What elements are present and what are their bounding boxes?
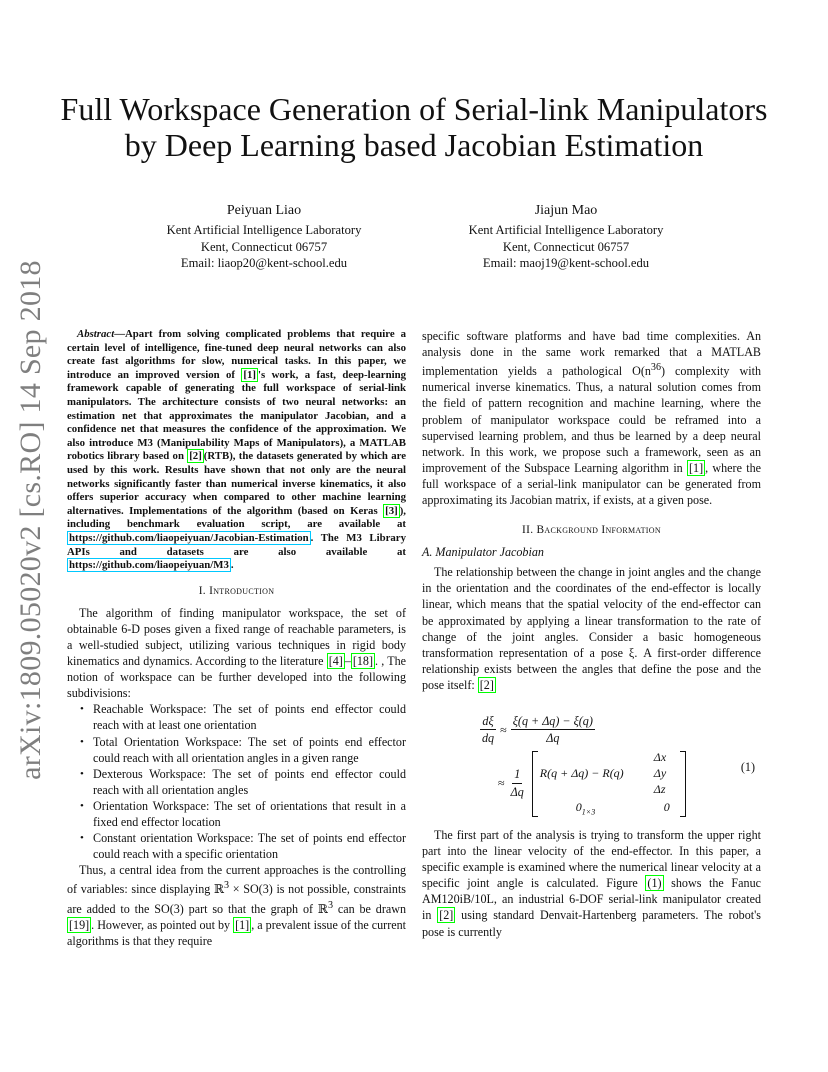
citation-link[interactable]: [2] xyxy=(189,450,202,463)
citation-link[interactable]: [19] xyxy=(69,917,90,932)
equation-number: (1) xyxy=(740,760,755,774)
matrix-cell: R(q + Δq) − R(q) xyxy=(539,766,624,780)
fraction-denominator: Δq xyxy=(510,784,524,799)
paragraph xyxy=(67,862,406,949)
citation-link[interactable]: [1] xyxy=(243,368,256,381)
author-email: Email: liaop20@kent-school.edu xyxy=(180,256,348,270)
author-affiliation: Kent Artificial Intelligence Laboratory xyxy=(166,223,362,237)
fraction-numerator: 1 xyxy=(512,766,522,783)
section-heading: I. Introduction xyxy=(198,584,275,597)
citation-link[interactable]: [1] xyxy=(235,917,250,932)
paragraph xyxy=(422,564,761,693)
subsection-heading: A. Manipulator Jacobian xyxy=(422,545,544,560)
superscript: 3 xyxy=(327,899,333,911)
abstract-text: 's work, a fast, deep-learning framework capable of generating the full workspace of serial-link manipulators. The architecture consists of two neural networks: an estimation net that approximates the manipulator Jacobian, and a confidence net that measures the confidence of the approximation. We also introduce M3 (Manipulability Maps of Manipulators), a MATLAB robotics library based on xyxy=(67,368,406,463)
fraction-denominator: Δq xyxy=(546,731,560,746)
matrix-bracket-left xyxy=(532,751,538,817)
abstract-text: ), including benchmark evaluation script, are available at xyxy=(67,504,406,531)
equation-line-1 xyxy=(480,713,595,746)
list-item: • Total Orientation Workspace: The set of points end effector could reach with all orientation angles in a given range xyxy=(93,734,406,766)
citation-link[interactable]: [1] xyxy=(689,460,704,475)
fraction xyxy=(480,713,496,746)
matrix-cell: Δz xyxy=(653,782,666,796)
citation-link[interactable]: [2] xyxy=(479,677,494,692)
paragraph-text: specific software platforms and have bad time complexities. An analysis done in the same work remarked that a MATLAB implementation yields a pathological O(n xyxy=(422,329,761,379)
fraction-numerator: dξ xyxy=(480,713,495,730)
author-block-1 xyxy=(114,202,414,272)
matrix-bracket-right xyxy=(680,751,686,817)
paragraph-text: , a prevalent issue of the current algorithms is that they require xyxy=(67,917,407,948)
equation-line-2 xyxy=(498,751,686,815)
paragraph xyxy=(422,328,761,508)
matrix-cell: Δy xyxy=(653,766,667,780)
matrix-cell xyxy=(576,799,595,820)
paragraph-text: ) complexity with numerical inverse kinematics. Thus, a natural solution comes from the field of pattern recognition and machine learning, where the problem of manipulator workspace could be reframed into a supervised learning problem, and thus be learned by a deep neural network. In this work, we propose such a framework, seen as an improvement of the Subspace Learning algorithm in xyxy=(422,364,761,475)
workspace-list xyxy=(67,701,406,862)
author-email: Email: maoj19@kent-school.edu xyxy=(482,256,650,270)
abstract-text: . The M3 Library APIs and datasets are also available at xyxy=(67,531,406,558)
equation-1 xyxy=(422,713,761,815)
citation-link[interactable]: [2] xyxy=(439,908,454,923)
paragraph-text: . , The notion of workspace can be further developed into the following subdivisions: xyxy=(67,654,406,701)
author-address: Kent, Connecticut 06757 xyxy=(200,239,328,254)
paragraph-text: can be drawn xyxy=(333,901,406,916)
figure-link[interactable]: (1) xyxy=(647,876,662,891)
arxiv-identifier xyxy=(10,260,52,780)
abstract-text: . xyxy=(230,559,234,572)
fraction xyxy=(511,713,595,746)
fraction xyxy=(509,766,526,799)
list-item: • Orientation Workspace: The set of orientations that result in a fixed end effector location xyxy=(93,798,406,830)
paragraph-text: . However, as pointed out by xyxy=(91,917,234,932)
arxiv-identifier-text: arXiv:1809.05020v2 [cs.RO] 14 Sep 2018 xyxy=(14,260,47,780)
section-heading: II. Background Information xyxy=(522,524,661,537)
paragraph xyxy=(67,605,406,702)
superscript: 3 xyxy=(224,880,230,892)
subscript: 1×3 xyxy=(581,807,596,817)
paragraph-text: The relationship between the change in joint angles and the change in the orientation and the coordinates of the end-effector is locally linear, which means that the spatial velocity of the end-effector can be approximated by applying a linear transformation to the rate of change of the joint angles. Consider a basic homogeneous transformation representation of a pose ξ. A first-order difference relationship exists between the angles that define the pose and the pose itself: xyxy=(422,565,761,692)
author-address: Kent, Connecticut 06757 xyxy=(502,239,630,254)
paragraph-text: – xyxy=(344,654,351,669)
abstract-text: —Apart from solving complicated problems that require a certain level of intelligence, fine-tuned deep neural networks can also create fast algorithms for slow, numerical tasks. In this paper, we introduce an improved version of xyxy=(67,328,406,381)
list-item: • Constant orientation Workspace: The set of points end effector could reach with a specific orientation xyxy=(93,830,406,862)
url-link[interactable]: https://github.com/liaopeiyuan/M3 xyxy=(69,559,229,572)
superscript: 36 xyxy=(650,362,661,374)
matrix xyxy=(532,751,686,815)
author-name: Peiyuan Liao xyxy=(226,203,302,218)
right-column xyxy=(422,328,761,940)
fraction-denominator: dq xyxy=(482,731,495,746)
url-link[interactable]: https://github.com/liaopeiyuan/Jacobian-Estimation xyxy=(69,531,309,544)
matrix-cell: Δx xyxy=(653,750,667,764)
matrix-cell: 0 xyxy=(663,800,670,814)
paragraph-text: using standard Denvait-Hartenberg parameters. The robot's pose is currently xyxy=(422,908,761,939)
paragraph-text: Thus, a central idea from the current approaches is the controlling of variables: since displaying ℝ xyxy=(67,863,406,897)
matrix-zero: 0 xyxy=(575,800,582,814)
abstract-lead: Abstract xyxy=(77,328,115,340)
author-block-2 xyxy=(416,202,716,272)
citation-link[interactable]: [18] xyxy=(352,654,373,669)
paragraph-text: , where the full workspace of a serial-link manipulator can be generated from approximating its Jacobian matrix, if exists, at a given pose. xyxy=(422,460,761,507)
approx-symbol: ≈ xyxy=(500,722,507,737)
citation-link[interactable]: [4] xyxy=(328,654,343,669)
list-item: • Reachable Workspace: The set of points end effector could reach with at least one orientation xyxy=(93,701,406,733)
citation-link[interactable]: [3] xyxy=(385,504,398,517)
left-column xyxy=(67,328,406,949)
paragraph-text: × SO(3) is not possible, constraints are added to the SO(3) part so that the graph of ℝ xyxy=(67,882,407,916)
paragraph-text: shows the Fanuc AM120iB/10L, an industrial 6-DOF serial-link manipulator created in xyxy=(422,876,761,923)
abstract xyxy=(67,328,406,573)
author-name: Jiajun Mao xyxy=(534,203,598,218)
paragraph xyxy=(422,827,761,940)
approx-symbol: ≈ xyxy=(498,775,505,790)
author-affiliation: Kent Artificial Intelligence Laboratory xyxy=(468,223,664,237)
paragraph-text: The algorithm of finding manipulator workspace, the set of obtainable 6-D poses given a fixed range of reachable parameters, is a well-studied subject, utilizing various techniques in rigid body kinematics and dynamics. According to the literature xyxy=(67,605,406,669)
list-item: • Dexterous Workspace: The set of points end effector could reach with all orientation angles xyxy=(93,766,406,798)
paper-title: Full Workspace Generation of Serial-link Manipulators by Deep Learning based Jacobian Estimation xyxy=(60,91,768,164)
paragraph-text: The first part of the analysis is trying to transform the upper right part into the linear velocity of the end-effector. In this paper, a specific example is examined where the numerical linear velocity at a specific joint angle is calculated. Figure xyxy=(422,828,761,891)
abstract-text: (RTB), the datasets generated by which are used by this work. Results have shown that not only are the neural networks significantly faster than numerical inverse kinematics, it also offers superior accuracy when compared to other machine learning alternatives. Implementations of the algorithm (based on Keras xyxy=(67,450,406,517)
fraction-numerator: ξ(q + Δq) − ξ(q) xyxy=(511,713,595,730)
